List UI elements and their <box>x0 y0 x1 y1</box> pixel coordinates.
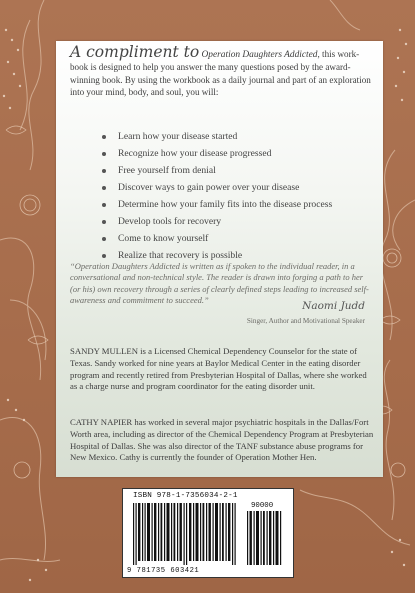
intro-lead: A compliment to <box>70 43 200 61</box>
isbn-barcode <box>122 488 294 578</box>
endorser-role: Singer, Author and Motivational Speaker <box>246 317 365 325</box>
quote-open-mark: “ <box>70 261 75 271</box>
intro-book-title: Operation Daughters Addicted <box>201 50 318 60</box>
benefits-list <box>118 128 368 264</box>
list-item: Develop tools for recovery <box>118 213 368 230</box>
bullet-icon <box>102 169 106 173</box>
list-item: Come to know yourself <box>118 230 368 247</box>
isbn-label: ISBN 978-1-7356034-2-1 <box>133 492 238 500</box>
bullet-icon <box>102 152 106 156</box>
quote-book-title: Operation Daughters Addicted <box>74 261 180 271</box>
quote-text: is written as if spoken to the individual reader, in a conversational and non-technical style. The reader is drawn into forging a path to her (or his) own recovery through a series of clearly defined steps leading to increased self-awareness and commitment to succeed.” <box>70 261 369 305</box>
bullet-icon <box>102 254 106 258</box>
intro-paragraph <box>70 43 375 99</box>
list-item: Discover ways to gain power over your disease <box>118 179 368 196</box>
author-bio-cathy: CATHY NAPIER has worked in several major psychiatric hospitals in the Dallas/Fort Worth area, including as director of the Chemical Dependency Program at Presbyterian Hospital of Dallas. She was also director of the TANF substance abuse programs for New Mexico. Cathy is currently the founder of Operation Mother Hen. <box>70 417 374 463</box>
barcode-addon-digits: 90000 <box>251 502 274 510</box>
list-item: Free yourself from denial <box>118 162 368 179</box>
intro-text: , this work-book is designed to help you answer the many questions posed by the award-winning book. By using the workbook as a daily journal and part of an exploration into your mind, body, and soul, you will: <box>70 49 371 98</box>
list-item: Learn how your disease started <box>118 128 368 145</box>
list-item: Determine how your family fits into the disease process <box>118 196 368 213</box>
endorser-signature: Naomi Judd <box>302 300 365 312</box>
bullet-icon <box>102 237 106 241</box>
text-panel <box>56 41 383 477</box>
bullet-icon <box>102 135 106 139</box>
barcode-ean-digits: 9 781735 603421 <box>127 567 200 575</box>
list-item: Realize that recovery is possible <box>118 247 368 264</box>
bullet-icon <box>102 203 106 207</box>
bullet-icon <box>102 220 106 224</box>
list-item: Recognize how your disease progressed <box>118 145 368 162</box>
bullet-icon <box>102 186 106 190</box>
author-bio-sandy: SANDY MULLEN is a Licensed Chemical Dependency Counselor for the state of Texas. Sandy worked for nine years at Baylor Medical Center in the eating disorder program and recently retired from Presbyterian Hospital of Dallas, where she worked as a charge nurse and program coordinator for the eating disorder unit. <box>70 346 367 392</box>
